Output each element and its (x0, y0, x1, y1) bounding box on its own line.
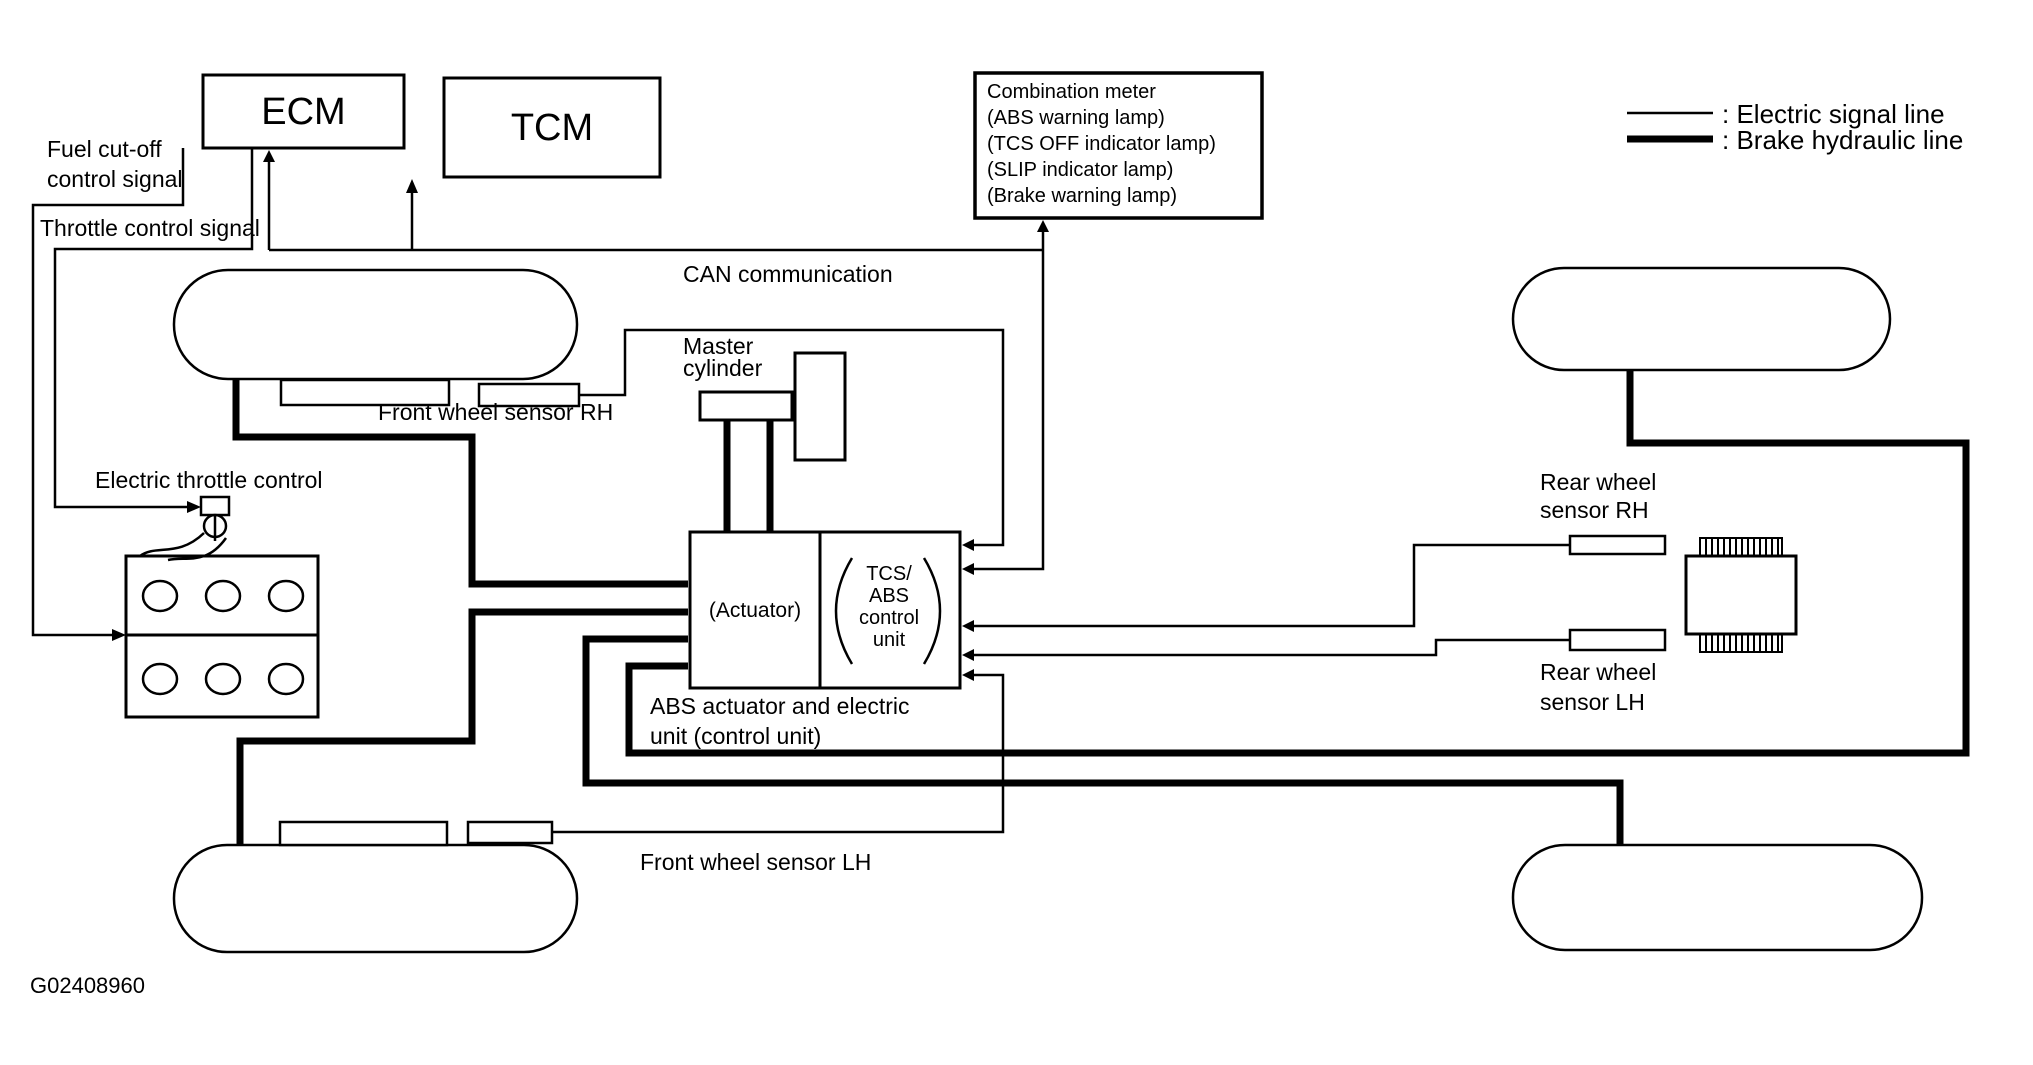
fuel-cutoff-label-line1: Fuel cut-off (47, 136, 162, 162)
front-rh-sensor-wire (579, 330, 1003, 545)
meter-line-2: (ABS warning lamp) (987, 107, 1165, 129)
abs-caption-line1: ABS actuator and electric (650, 693, 910, 719)
master-cylinder-reservoir (700, 392, 792, 420)
rear-lh-sensor-label-line1: Rear wheel (1540, 659, 1657, 685)
meter-line-1: Combination meter (987, 81, 1156, 103)
meter-line-4: (SLIP indicator lamp) (987, 159, 1174, 181)
arrow-front-rh-into-unit (962, 539, 974, 551)
master-cylinder-label-line1: Master (683, 333, 754, 359)
tire-rear-lh (1513, 845, 1922, 950)
legend-brake-label: : Brake hydraulic line (1722, 125, 1964, 155)
front-lh-sensor-label: Front wheel sensor LH (640, 849, 872, 875)
tire-front-rh (174, 270, 577, 379)
control-unit-label-line2: ABS (868, 585, 910, 607)
rear-rh-sensor-label-line1: Rear wheel (1540, 469, 1657, 495)
rear-rotor-body (1686, 556, 1796, 634)
can-to-control-unit-line (974, 250, 1043, 569)
abs-caption-line2: unit (control unit) (650, 723, 822, 749)
tcm-label: TCM (510, 107, 594, 149)
master-cylinder-body (795, 353, 845, 460)
intake-hose-outer (140, 533, 204, 556)
arrow-into-meter (1037, 220, 1049, 232)
electric-throttle-label: Electric throttle control (95, 467, 323, 493)
fuel-cutoff-label-line2: control signal (47, 166, 183, 192)
meter-line-3: (TCS OFF indicator lamp) (987, 133, 1216, 155)
master-cylinder-label-line2: cylinder (683, 355, 763, 381)
actuator-label: (Actuator) (708, 599, 802, 622)
control-unit-label-line1: TCS/ (866, 563, 912, 585)
control-unit-label-line4: unit (872, 629, 906, 651)
rear-rh-sensor-label-line2: sensor RH (1540, 497, 1649, 523)
rear-lh-sensor-wire (974, 640, 1570, 655)
rear-rh-sensor-wire (974, 545, 1570, 626)
can-communication-label: CAN communication (683, 261, 893, 287)
rear-rotor-teeth-top (1700, 538, 1782, 556)
arrow-can-into-unit (962, 563, 974, 575)
tire-rear-rh (1513, 268, 1890, 370)
legend-electric-label: : Electric signal line (1722, 99, 1945, 129)
ecm-label: ECM (261, 91, 346, 133)
rear-lh-sensor (1570, 630, 1665, 650)
front-lh-sensor-rotor (280, 822, 447, 845)
throttle-signal-label: Throttle control signal (40, 215, 260, 241)
meter-line-5: (Brake warning lamp) (987, 185, 1178, 207)
brake-hydraulic-lines (236, 139, 1966, 847)
front-rh-sensor-label: Front wheel sensor RH (378, 399, 614, 425)
front-lh-sensor (468, 822, 552, 843)
control-unit-label-line3: control (858, 607, 920, 629)
arrow-rear-rh-into-unit (962, 620, 974, 632)
arrow-into-ecm (263, 150, 275, 162)
throttle-body (201, 497, 229, 515)
arrow-rear-lh-into-unit (962, 649, 974, 661)
arrow-front-lh-into-unit (962, 669, 974, 681)
rear-lh-sensor-label-line2: sensor LH (1540, 689, 1645, 715)
arrow-into-throttle (187, 501, 201, 513)
tire-front-lh (174, 845, 577, 952)
rear-rotor-teeth-bottom (1700, 634, 1782, 652)
figure-id: G02408960 (30, 973, 145, 998)
arrow-into-engine (112, 629, 126, 641)
arrow-into-tcm (406, 179, 418, 193)
rear-rh-sensor (1570, 536, 1665, 554)
